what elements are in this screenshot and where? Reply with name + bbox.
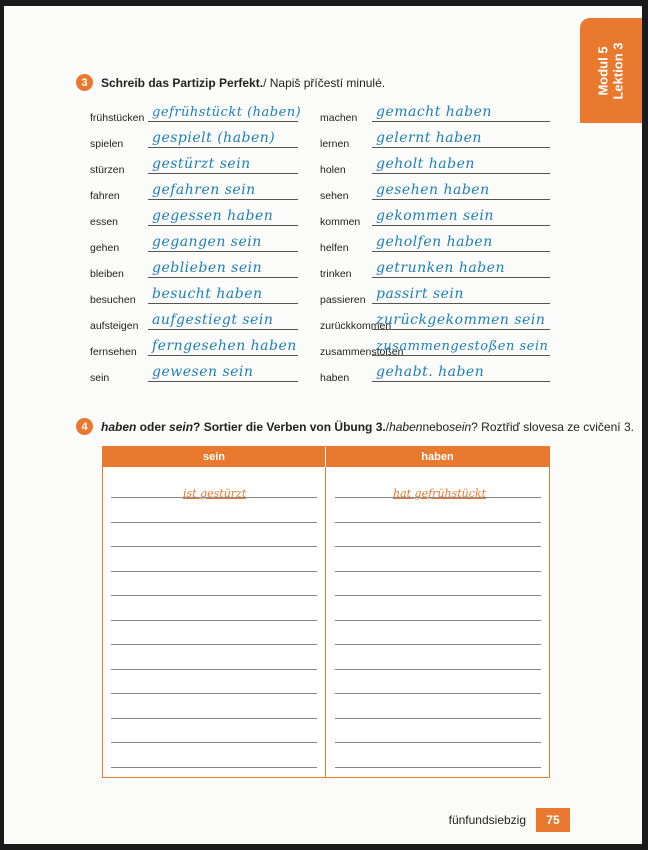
sein-answer-line xyxy=(111,522,317,523)
sein-answer-line xyxy=(111,497,317,498)
handwritten-answer: zurückgekommen sein xyxy=(376,312,546,328)
ex4-instruction-cz: ? Roztřiď slovesa ze cvičení 3. xyxy=(471,419,634,434)
page-footer xyxy=(449,808,570,832)
handwritten-answer: geholfen haben xyxy=(376,234,493,250)
sein-answer-line xyxy=(111,669,317,670)
left-row xyxy=(90,158,298,176)
answer-line xyxy=(372,173,550,174)
ex4-sep: / xyxy=(385,419,390,434)
right-row xyxy=(320,288,550,306)
sein-answer-line xyxy=(111,571,317,572)
answer-line xyxy=(372,225,550,226)
ex4-haben-cz: haben xyxy=(389,419,423,434)
answer-line xyxy=(148,225,298,226)
sein-answer-line xyxy=(111,595,317,596)
right-row xyxy=(320,262,550,280)
left-row xyxy=(90,340,298,358)
verb-label: zurückkommen xyxy=(320,320,392,332)
left-row xyxy=(90,262,298,280)
sein-answer-line xyxy=(111,742,317,743)
exercise-4-heading xyxy=(76,418,634,435)
verb-label: sehen xyxy=(320,190,349,202)
haben-answer-line xyxy=(335,644,541,645)
sein-answer-line xyxy=(111,693,317,694)
sein-answer-line xyxy=(111,718,317,719)
module-tab xyxy=(580,18,642,123)
right-row xyxy=(320,158,550,176)
exercise-3-badge: 3 xyxy=(76,74,93,91)
haben-answer-line xyxy=(335,620,541,621)
handwritten-answer: gegessen haben xyxy=(152,208,274,224)
answer-line xyxy=(372,277,550,278)
answer-line xyxy=(372,355,550,356)
exercise-3-heading xyxy=(76,74,385,91)
right-row xyxy=(320,106,550,124)
tab-module: Modul 5 xyxy=(595,45,611,96)
handwritten-answer: gesehen haben xyxy=(376,182,490,198)
haben-answer-line xyxy=(335,497,541,498)
verb-label: frühstücken xyxy=(90,112,145,124)
verb-label: aufsteigen xyxy=(90,320,139,332)
sort-table xyxy=(102,446,550,778)
handwritten-answer: geholt haben xyxy=(376,156,475,172)
sein-answer-line xyxy=(111,767,317,768)
answer-line xyxy=(148,199,298,200)
haben-answer-line xyxy=(335,571,541,572)
handwritten-answer: gestürzt sein xyxy=(152,156,251,172)
handwritten-answer: gehabt. haben xyxy=(376,364,485,380)
verb-label: passieren xyxy=(320,294,366,306)
answer-line xyxy=(148,355,298,356)
tab-lesson: Lektion 3 xyxy=(610,41,626,100)
answer-line xyxy=(372,329,550,330)
answer-line xyxy=(372,303,550,304)
handwritten-answer: gemacht haben xyxy=(376,104,492,120)
answer-line xyxy=(148,121,298,122)
exercise-3-subtitle: / Napiš příčestí minulé. xyxy=(263,75,386,90)
right-row xyxy=(320,236,550,254)
answer-line xyxy=(372,147,550,148)
verb-label: fahren xyxy=(90,190,120,202)
haben-answer-line xyxy=(335,546,541,547)
right-row xyxy=(320,132,550,150)
verb-label: stürzen xyxy=(90,164,125,176)
handwritten-answer: getrunken haben xyxy=(376,260,505,276)
left-row xyxy=(90,105,302,124)
left-row xyxy=(90,236,298,254)
answer-line xyxy=(148,381,298,382)
answer-line xyxy=(148,303,298,304)
verb-label: essen xyxy=(90,216,119,228)
verb-label: besuchen xyxy=(90,294,136,306)
verb-label: sein xyxy=(90,372,110,384)
exercise-3-title: Schreib das Partizip Perfekt. xyxy=(101,75,264,90)
answer-line xyxy=(148,277,298,278)
handwritten-answer: gegangen sein xyxy=(152,234,262,250)
sein-answer-line xyxy=(111,644,317,645)
handwritten-answer: ferngesehen haben xyxy=(152,338,297,354)
handwritten-answer: passirt sein xyxy=(376,286,464,302)
ex4-oder: oder xyxy=(136,419,170,434)
handwritten-answer: zusammengestoßen sein xyxy=(376,339,549,354)
answer-line xyxy=(148,251,298,252)
haben-answer-line xyxy=(335,742,541,743)
handwritten-answer: gefahren sein xyxy=(152,182,256,198)
ex4-sein: sein xyxy=(169,419,194,434)
right-row xyxy=(320,210,550,228)
right-row xyxy=(320,340,550,358)
handwritten-answer: besucht haben xyxy=(152,286,263,302)
left-row xyxy=(90,288,298,306)
handwritten-answer: gefrühstückt (haben) xyxy=(152,105,302,120)
verb-label: trinken xyxy=(320,268,352,280)
handwritten-answer: geblieben sein xyxy=(152,260,263,276)
verb-label: bleiben xyxy=(90,268,124,280)
workbook-page xyxy=(4,6,642,844)
sein-answer-line xyxy=(111,546,317,547)
left-row xyxy=(90,210,298,228)
haben-answer-line xyxy=(335,718,541,719)
answer-line xyxy=(372,199,550,200)
answer-line xyxy=(148,173,298,174)
example-haben: hat gefrühstückt xyxy=(393,487,487,500)
example-sein: ist gestürzt xyxy=(183,487,247,500)
ex4-haben: haben xyxy=(101,419,137,434)
page-number-word: fünfundsiebzig xyxy=(448,813,526,827)
verb-label: spielen xyxy=(90,138,124,150)
left-row xyxy=(90,314,298,332)
right-row xyxy=(320,184,550,202)
verb-label: kommen xyxy=(320,216,361,228)
exercise-4-badge: 4 xyxy=(76,418,93,435)
verb-label: lernen xyxy=(320,138,350,150)
answer-line xyxy=(372,121,550,122)
right-row xyxy=(320,314,550,332)
sein-answer-line xyxy=(111,620,317,621)
left-row xyxy=(90,132,298,150)
handwritten-answer: aufgestiegt sein xyxy=(152,312,274,328)
right-row xyxy=(320,366,550,384)
answer-line xyxy=(148,147,298,148)
haben-answer-line xyxy=(335,595,541,596)
handwritten-answer: gelernt haben xyxy=(376,130,482,146)
answer-line xyxy=(372,381,550,382)
verb-label: zusammenstoßen xyxy=(320,346,404,358)
haben-answer-line xyxy=(335,522,541,523)
answer-line xyxy=(372,251,550,252)
ex4-nebo: nebo xyxy=(422,419,450,434)
verb-label: machen xyxy=(320,112,358,124)
handwritten-answer: gewesen sein xyxy=(152,364,254,380)
column-header-sein: sein xyxy=(103,447,325,467)
column-header-haben: haben xyxy=(326,447,549,467)
handwritten-answer: gekommen sein xyxy=(376,208,494,224)
verb-label: holen xyxy=(320,164,346,176)
left-row xyxy=(90,366,298,384)
haben-answer-line xyxy=(335,767,541,768)
haben-answer-line xyxy=(335,669,541,670)
verb-label: fernsehen xyxy=(90,346,137,358)
verb-label: helfen xyxy=(320,242,349,254)
left-row xyxy=(90,184,298,202)
page-number: 75 xyxy=(536,808,570,832)
verb-label: haben xyxy=(320,372,350,384)
handwritten-answer: gespielt (haben) xyxy=(152,130,276,146)
verb-label: gehen xyxy=(90,242,120,254)
column-divider xyxy=(325,467,326,777)
ex4-instruction: ? Sortier die Verben von Übung 3. xyxy=(193,419,386,434)
haben-answer-line xyxy=(335,693,541,694)
ex4-sein-cz: sein xyxy=(449,419,472,434)
answer-line xyxy=(148,329,298,330)
